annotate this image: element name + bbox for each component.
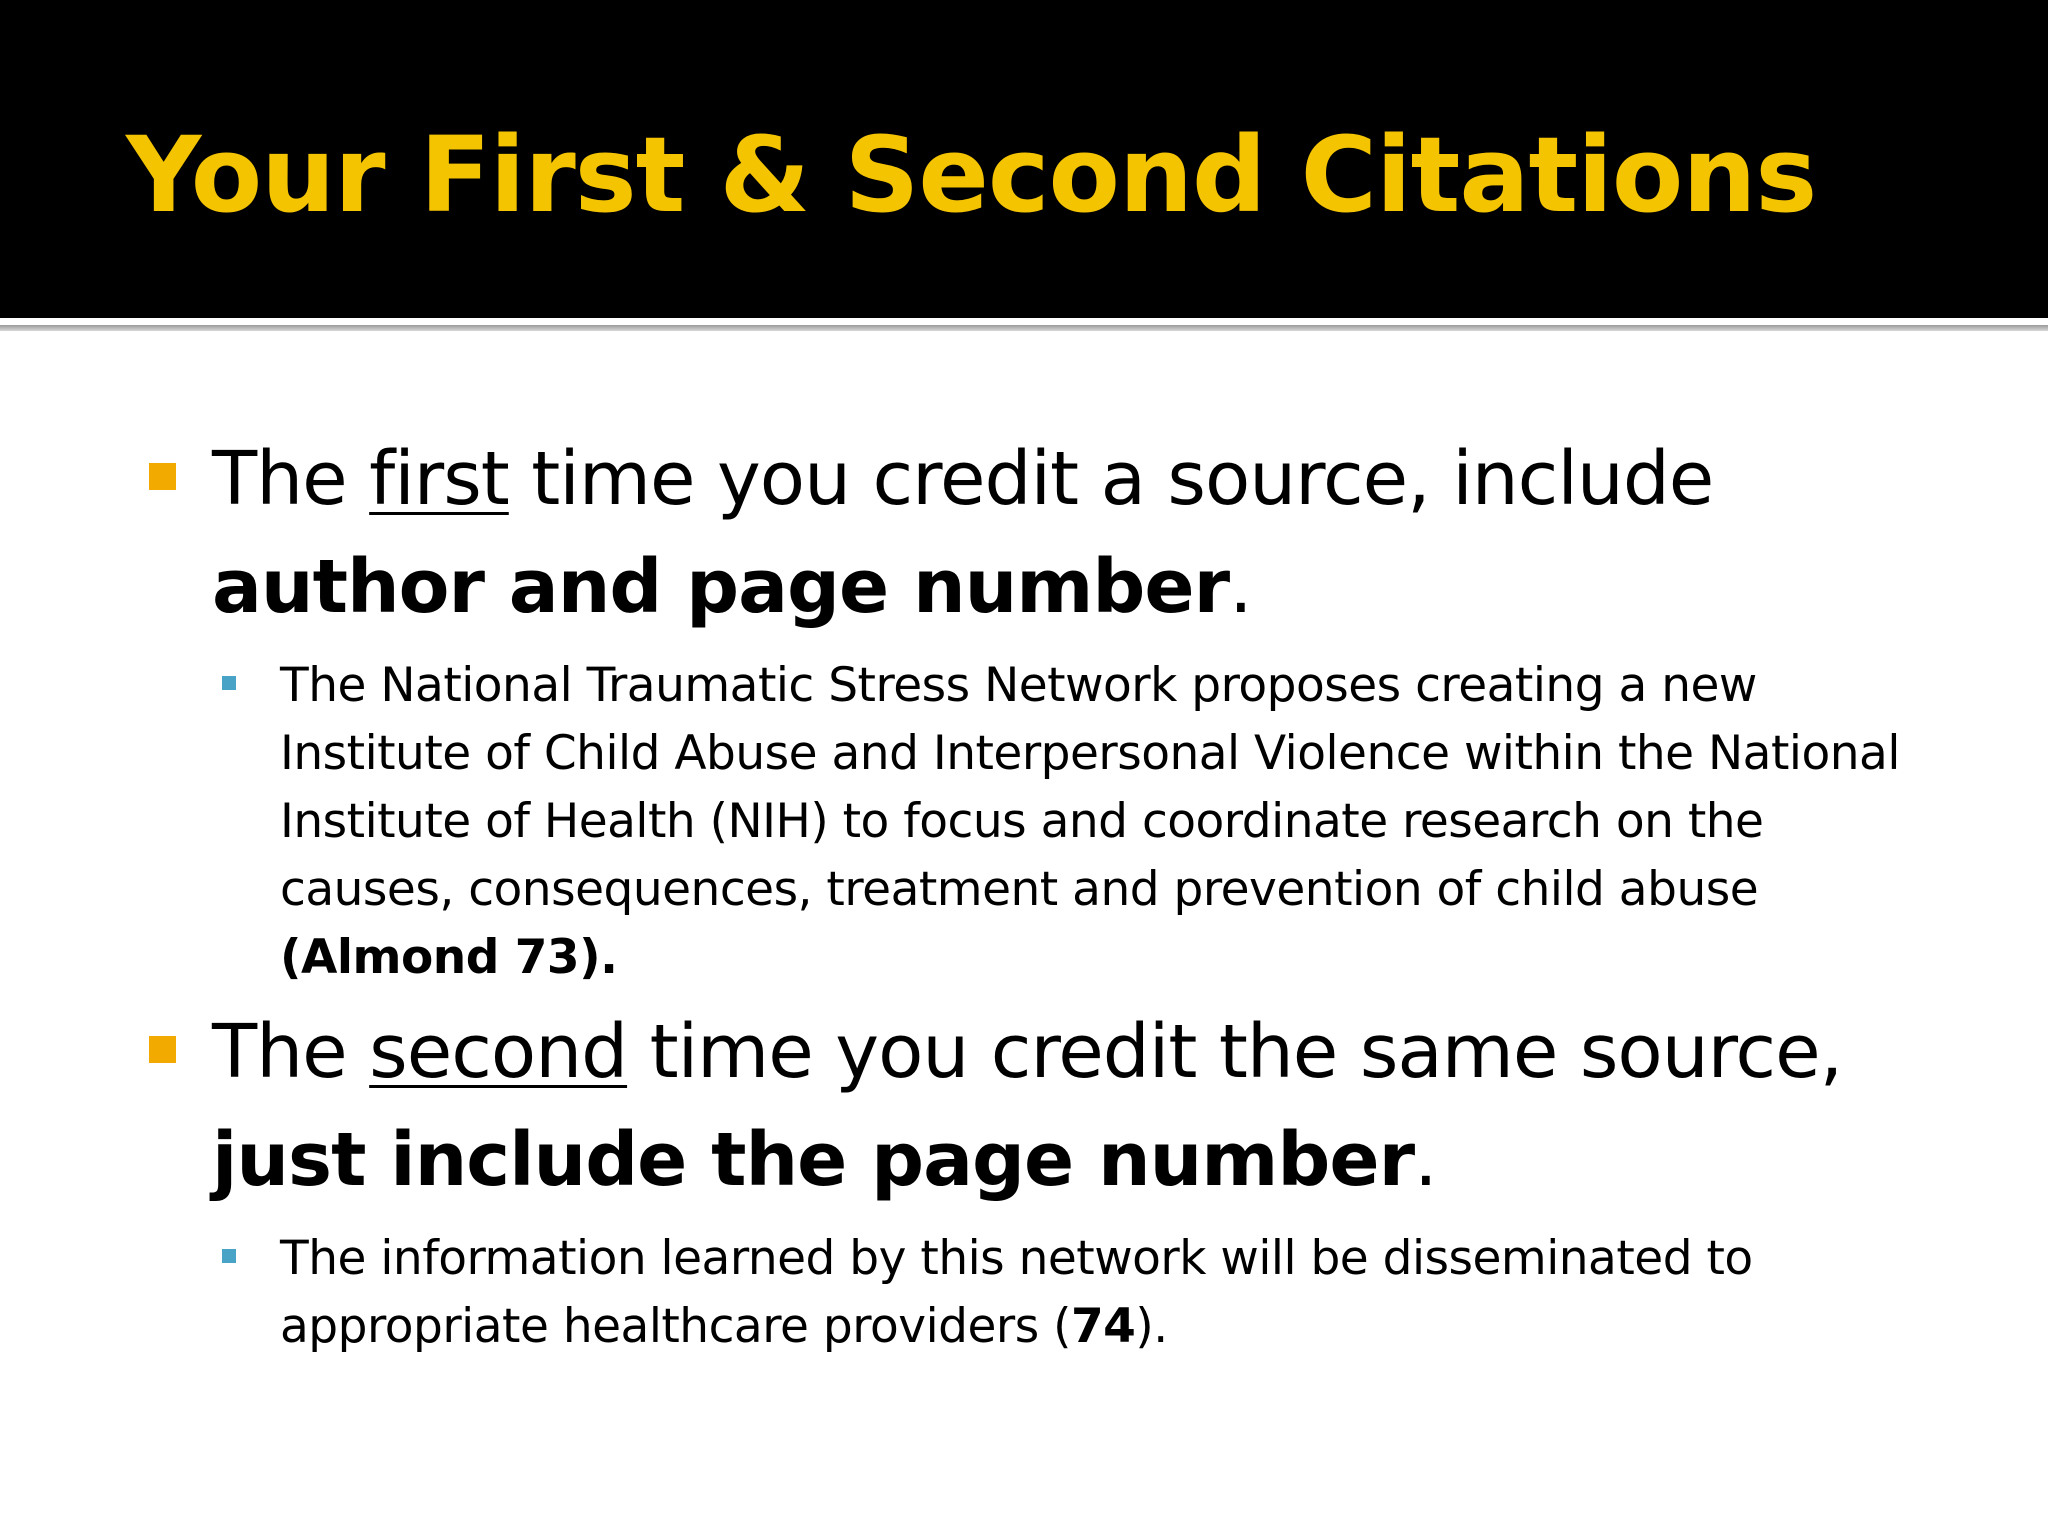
bullet-first-citation — [212, 425, 1982, 641]
sub-bullet-text: The information learned by this network will be disseminated to appropriate healthcare providers ( — [280, 1231, 1753, 1354]
bullet-text-middle: time you credit the same source, — [627, 1009, 1843, 1095]
sub-bullet-second-example — [280, 1225, 1920, 1361]
sub-bullet-bold-citation: (Almond 73). — [280, 930, 618, 985]
bullet-text-end: . — [1414, 1117, 1437, 1203]
bullet-underlined-word: first — [369, 436, 509, 522]
title-divider-white — [0, 318, 2048, 325]
small-square-bullet-icon — [222, 676, 236, 690]
bullet-bold-phrase: just include the page number — [212, 1117, 1415, 1203]
square-bullet-icon — [149, 1036, 176, 1063]
bullet-text-end: . — [1229, 544, 1252, 630]
sub-bullet-end: ). — [1135, 1299, 1168, 1354]
small-square-bullet-icon — [222, 1249, 236, 1263]
bullet-bold-phrase: author and page number — [212, 544, 1230, 630]
title-bar — [0, 0, 2048, 318]
bullet-text-middle: time you credit a source, include — [508, 436, 1714, 522]
bullet-text-prefix: The — [212, 1009, 370, 1095]
bullet-text-prefix: The — [212, 436, 370, 522]
sub-bullet-first-example — [280, 652, 1920, 992]
slide-title: Your First & Second Citations — [126, 114, 1817, 236]
sub-bullet-bold-citation: 74 — [1070, 1299, 1136, 1354]
bullet-second-citation — [212, 998, 1982, 1214]
square-bullet-icon — [149, 463, 176, 490]
sub-bullet-text: The National Traumatic Stress Network proposes creating a new Institute of Child Abuse and Interpersonal Violence within the National Institute of Health (NIH) to focus and coordinate research on the causes, consequences, treatment and prevention of child abuse — [280, 658, 1900, 917]
bullet-underlined-word: second — [369, 1009, 628, 1095]
